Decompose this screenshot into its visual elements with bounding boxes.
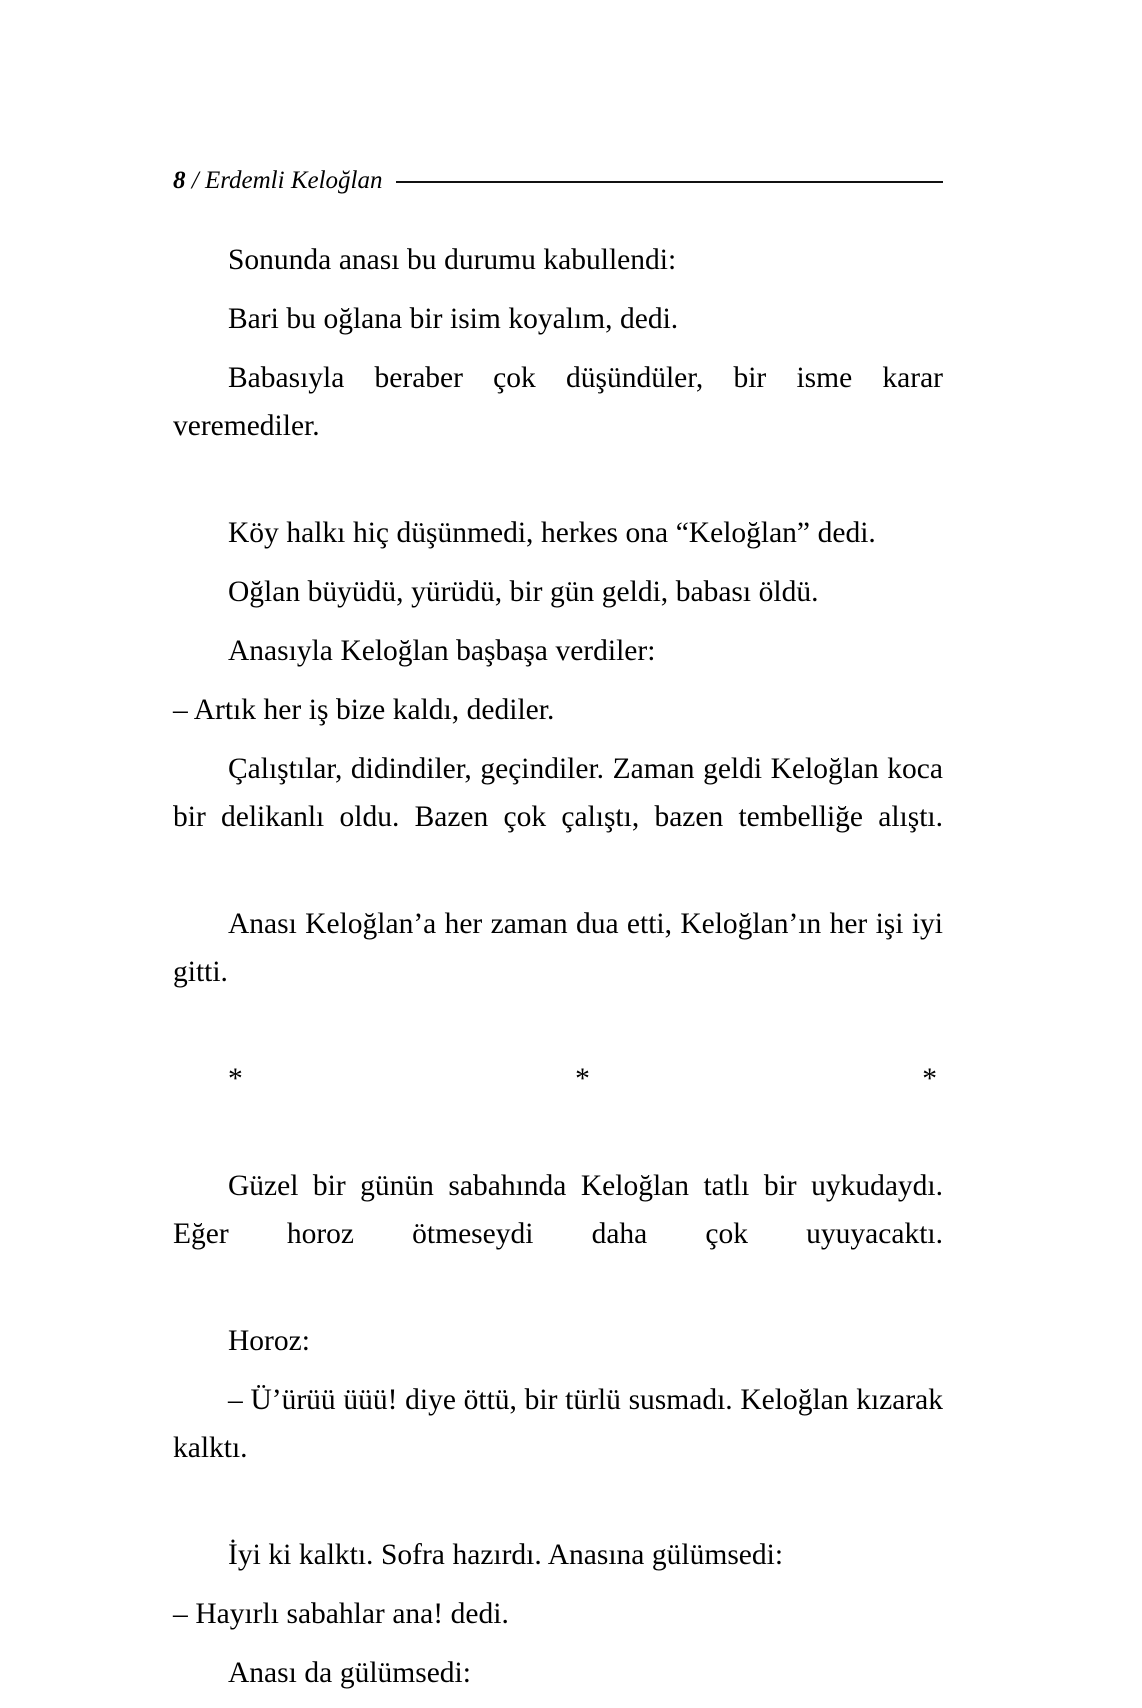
running-head <box>173 160 943 200</box>
paragraph: Anasıyla Keloğlan başbaşa verdiler: <box>228 635 656 667</box>
body-text <box>173 236 943 1708</box>
running-head-rule <box>396 181 943 183</box>
paragraph: Anası da gülümsedi: <box>228 1657 471 1689</box>
dialogue-line: – Ü’ürüü üüü! diye öttü, bir türlü susmadı. Keloğlan kızarak kalktı. <box>173 1384 943 1464</box>
book-title: Erdemli Keloğlan <box>204 166 383 194</box>
paragraph: Babasıyla beraber çok düşündüler, bir isme karar veremediler. <box>173 362 943 442</box>
paragraph: Anası Keloğlan’a her zaman dua etti, Keloğlan’ın her işi iyi gitti. <box>173 908 943 988</box>
dialogue-line: – Artık her iş bize kaldı, dediler. <box>173 694 555 726</box>
paragraph: Bari bu oğlana bir isim koyalım, dedi. <box>228 303 679 335</box>
paragraph: Sonunda anası bu durumu kabullendi: <box>228 244 677 276</box>
paragraph: İyi ki kalktı. Sofra hazırdı. Anasına gülümsedi: <box>228 1539 784 1571</box>
running-head-separator: / <box>185 166 205 194</box>
paragraph: Köy halkı hiç düşünmedi, herkes ona “Keloğlan” dedi. <box>228 517 876 549</box>
paragraph: Oğlan büyüdü, yürüdü, bir gün geldi, babası öldü. <box>228 576 819 608</box>
page-number: 8 <box>173 166 186 194</box>
paragraph: Çalıştılar, didindiler, geçindiler. Zaman geldi Keloğlan koca bir delikanlı oldu. Bazen çok çalıştı, bazen tembelliğe alıştı. <box>173 753 943 833</box>
scene-divider: * * * <box>228 1063 943 1095</box>
paragraph: Horoz: <box>228 1325 310 1357</box>
dialogue-line: – Hayırlı sabahlar ana! dedi. <box>173 1598 509 1630</box>
paragraph: Güzel bir günün sabahında Keloğlan tatlı bir uykudaydı. Eğer horoz ötmeseydi daha çok uyuyacaktı. <box>173 1170 943 1250</box>
